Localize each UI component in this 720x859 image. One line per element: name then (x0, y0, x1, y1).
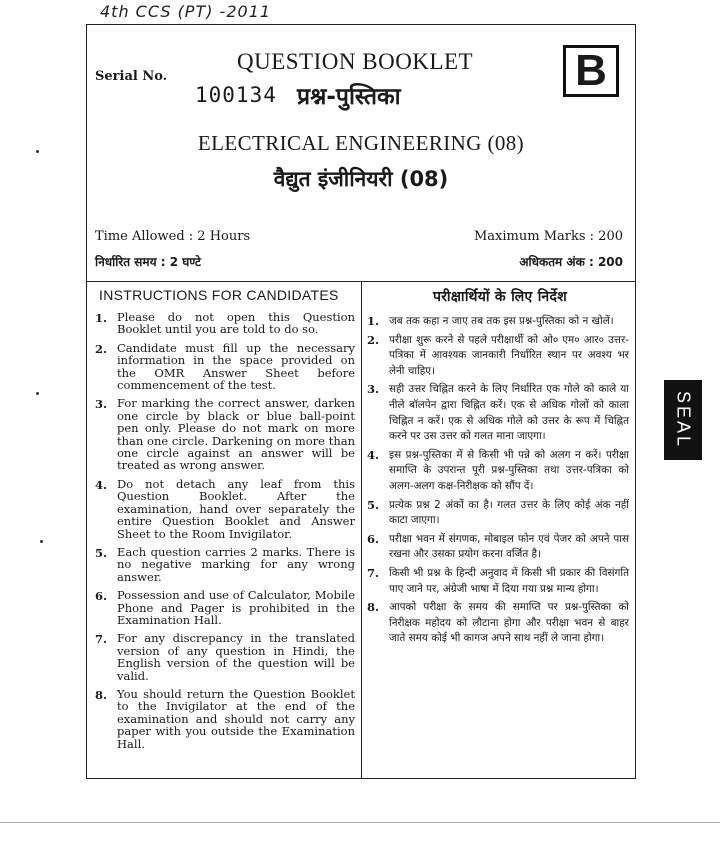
instruction-item: 5. Each question carries 2 marks. There is no negative marking for any wrong answer. (95, 544, 355, 584)
instruction-item: 4. Do not detach any leaf from this Question Booklet. After the examination, hand over separately the entire Question Booklet and Answer Sheet to the Room Invigilator. (95, 476, 355, 541)
page-edge-line (0, 822, 720, 823)
serial-number: 100134 (195, 83, 277, 107)
scan-speck (36, 392, 39, 395)
instruction-item-hindi: 1. जब तक कहा न जाए तब तक इस प्रश्न-पुस्तिका को न खोलें। (367, 314, 614, 328)
time-allowed: Time Allowed : 2 Hours (95, 229, 251, 244)
instructions-english (95, 287, 355, 756)
instructions-heading-hindi: परीक्षार्थियों के लिए निर्देश (432, 289, 568, 305)
handwritten-note: 4th CCS (PT) -2011 (100, 2, 272, 21)
instruction-item-hindi: 8. आपको परीक्षा के समय की समाप्ति पर प्रश्न-पुस्तिका को निरीक्षक महोदय को लौटाना होगा और परीक्षा भवन से बाहर जाते समय कोई भी कागज अपने साथ नहीं ले जाना होगा। (367, 600, 629, 645)
instruction-item-hindi: 6. परीक्षा भवन में संगणक, मोबाइल फोन एवं पेजर को अपने पास रखना और उसका प्रयोग करना वर्जित है। (367, 531, 629, 561)
instruction-item-hindi: 2. परीक्षा शुरू करने से पहले परीक्षार्थी को ओ० एम० आर० उत्तर-पत्रिका में आवश्यक जानकारी निर्धारित स्थान पर अवश्य भर लेनी चाहिए। (367, 332, 629, 377)
subject-title-hindi: वैद्युत इंजीनियरी (08) (273, 167, 449, 191)
booklet-title-hindi: प्रश्न-पुस्तिका (297, 84, 401, 110)
maximum-marks-hindi: अधिकतम अंक : 200 (519, 255, 623, 269)
instruction-item-hindi: 3. सही उत्तर चिह्नित करने के लिए निर्धारित एक गोले को काले या नीले बॉलपेन द्वारा चिह्नित करें। एक से अधिक गोलों को काला चिह्नित न करें। एक से अधिक गोले को उत्तर के रूप में चिह्नित करने पर उस उत्तर को गलत माना जाएगा। (367, 382, 629, 443)
divider-vertical (361, 282, 362, 778)
seal-tab (664, 380, 702, 460)
seal-label: SEAL (673, 390, 694, 450)
instruction-item: 7. For any discrepancy in the translated version of any question in Hindi, the English version of the question will be valid. (95, 631, 355, 683)
scan-speck (36, 150, 39, 153)
instruction-item: 6. Possession and use of Calculator, Mobile Phone and Pager is prohibited in the Examination Hall. (95, 588, 355, 627)
instruction-item: 3. For marking the correct answer, darken one circle by black or blue ball-point pen only. Please do not mark on more than one circle. Darkening on more than one circle against an answer will be treated as wrong answer. (95, 396, 355, 473)
serial-label: Serial No. (95, 69, 168, 84)
instruction-item-hindi: 4. इस प्रश्न-पुस्तिका में से किसी भी पन्ने को अलग न करें। परीक्षा समाप्ति के उपरान्त पूरी प्रश्न-पुस्तिका तथा उत्तर-पत्रिका को अलग-अलग कक्ष-निरीक्षक को सौंप दें। (367, 447, 629, 492)
time-allowed-hindi: निर्धारित समय : 2 घण्टे (95, 255, 201, 269)
instruction-item: 1. Please do not open this Question Booklet until you are told to do so. (95, 310, 355, 337)
instructions-heading: INSTRUCTIONS FOR CANDIDATES (99, 287, 339, 303)
maximum-marks: Maximum Marks : 200 (474, 229, 623, 244)
instruction-item-hindi: 5. प्रत्येक प्रश्न 2 अंकों का है। गलत उत्तर के लिए कोई अंक नहीं काटा जाएगा। (367, 497, 629, 527)
instruction-item: 2. Candidate must fill up the necessary information in the space provided on the OMR Answer Sheet before commencement of the test. (95, 340, 355, 393)
booklet-title: QUESTION BOOKLET (237, 49, 474, 74)
scan-speck (40, 540, 43, 543)
booklet-cover-frame (86, 24, 636, 779)
instruction-item: 8. You should return the Question Booklet to the Invigilator at the end of the examination and should not carry any paper with you outside the Examination Hall. (95, 686, 355, 751)
instruction-item-hindi: 7. किसी भी प्रश्न के हिन्दी अनुवाद में किसी भी प्रकार की विसंगति पाए जाने पर, अंग्रेजी भाषा में दिया गया प्रश्न मान्य होगा। (367, 565, 629, 595)
subject-title: ELECTRICAL ENGINEERING (08) (197, 131, 525, 155)
instructions-hindi (367, 287, 629, 650)
series-code-box: B (563, 45, 619, 97)
